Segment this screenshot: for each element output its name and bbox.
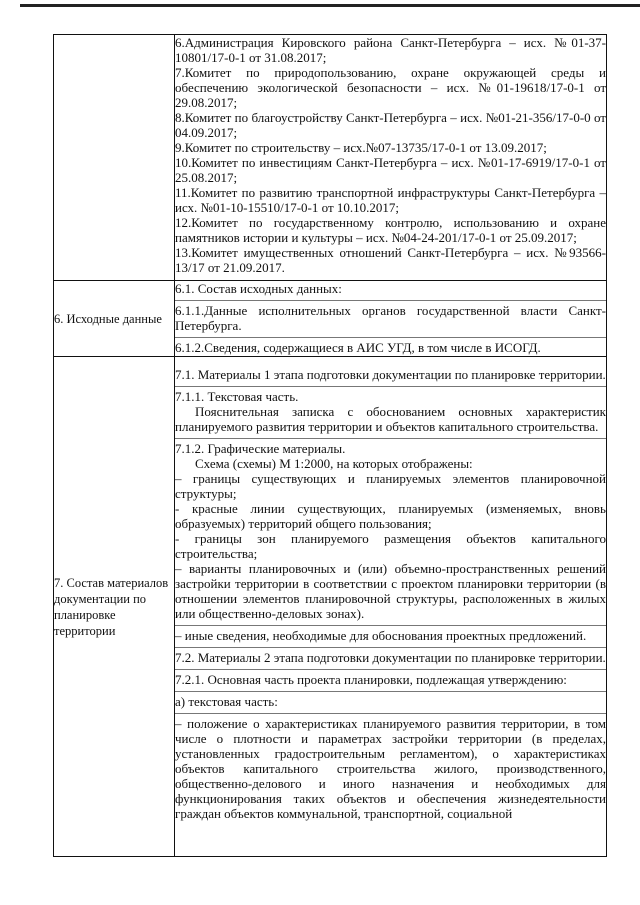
requirements-table [53, 34, 607, 857]
paragraph: 7.Комитет по природопользованию, охране окружающей среды и обеспечению экологической безопасности – исх. №01-19618/17-0-1 от 29.08.2017; [175, 65, 606, 110]
row-content [175, 35, 607, 281]
paragraph: 12.Комитет по государственному контролю, использованию и охране памятников истории и культуры – исх. №04-24-201/17-0-1 от 25.09.2017; [175, 215, 606, 245]
paragraph: 7.1.2. Графические материалы. [175, 438, 606, 456]
paragraph: а) текстовая часть: [175, 691, 606, 709]
paragraph: 7.2.1. Основная часть проекта планировки, подлежащая утверждению: [175, 669, 606, 687]
paragraph: – положение о характеристиках планируемого развития территории, в том числе о плотности и параметрах застройки территории (в пределах, установленных градостроительным регламентом), о характеристиках объектов капитального строительства жилого, производственного, общественно-делового и иного назначения и необходимых для функционирования таких объектов и обеспечения жизнедеятельности граждан объектов коммунальной, транспортной, социальной [175, 713, 606, 821]
paragraph: – иные сведения, необходимые для обоснования проектных предложений. [175, 625, 606, 643]
paragraph: - границы зон планируемого размещения объектов капитального строительства; [175, 531, 606, 561]
paragraph: Пояснительная записка с обоснованием основных характеристик планируемого развития территории и объектов капитального строительства. [175, 404, 606, 434]
row-label: 6. Исходные данные [54, 281, 175, 357]
paragraph: 6.1.1.Данные исполнительных органов государственной власти Санкт-Петербурга. [175, 300, 606, 333]
paragraph: 7.2. Материалы 2 этапа подготовки документации по планировке территории. [175, 647, 606, 665]
paragraph: 7.1.1. Текстовая часть. [175, 386, 606, 404]
row-label [54, 35, 175, 281]
paragraph: 11.Комитет по развитию транспортной инфраструктуры Санкт-Петербурга – исх. №01-10-15510/17-0-1 от 10.10.2017; [175, 185, 606, 215]
paragraph: 7.1. Материалы 1 этапа подготовки документации по планировке территории. [175, 367, 606, 382]
table-row [54, 281, 607, 357]
paragraph: Схема (схемы) М 1:2000, на которых отображены: [195, 456, 473, 471]
row-content [175, 357, 607, 857]
row-content [175, 281, 607, 357]
paragraph: – варианты планировочных и (или) объемно-пространственных решений застройки территории в соответствии с проектом планировки территории (в отношении элементов планировочной структуры, расположенных в жилых или общественно-деловых зонах). [175, 561, 606, 621]
paragraph: 10.Комитет по инвестициям Санкт-Петербурга – исх. №01-17-6919/17-0-1 от 25.08.2017; [175, 155, 606, 185]
paragraph: 6.Администрация Кировского района Санкт-Петербурга – исх. №01-37-10801/17-0-1 от 31.08.2017; [175, 35, 606, 65]
table-row [54, 35, 607, 281]
paragraph: 13.Комитет имущественных отношений Санкт-Петербурга – исх. №93566-13/17 от 21.09.2017. [175, 245, 606, 275]
table-row [54, 357, 607, 857]
paragraph: - красные линии существующих, планируемых (изменяемых, вновь образуемых) территорий общего пользования; [175, 501, 606, 531]
paragraph: 6.1.2.Сведения, содержащиеся в АИС УГД, в том числе в ИСОГД. [175, 337, 606, 355]
top-rule [20, 4, 640, 7]
paragraph: – границы существующих и планируемых элементов планировочной структуры; [175, 471, 606, 501]
row-label: 7. Состав материалов документации по планировке территории [54, 357, 175, 857]
paragraph: 6.1. Состав исходных данных: [175, 281, 342, 296]
paragraph: 9.Комитет по строительству – исх.№07-13735/17-0-1 от 13.09.2017; [175, 140, 547, 155]
paragraph: 8.Комитет по благоустройству Санкт-Петербурга – исх. №01-21-356/17-0-0 от 04.09.2017; [175, 110, 606, 140]
